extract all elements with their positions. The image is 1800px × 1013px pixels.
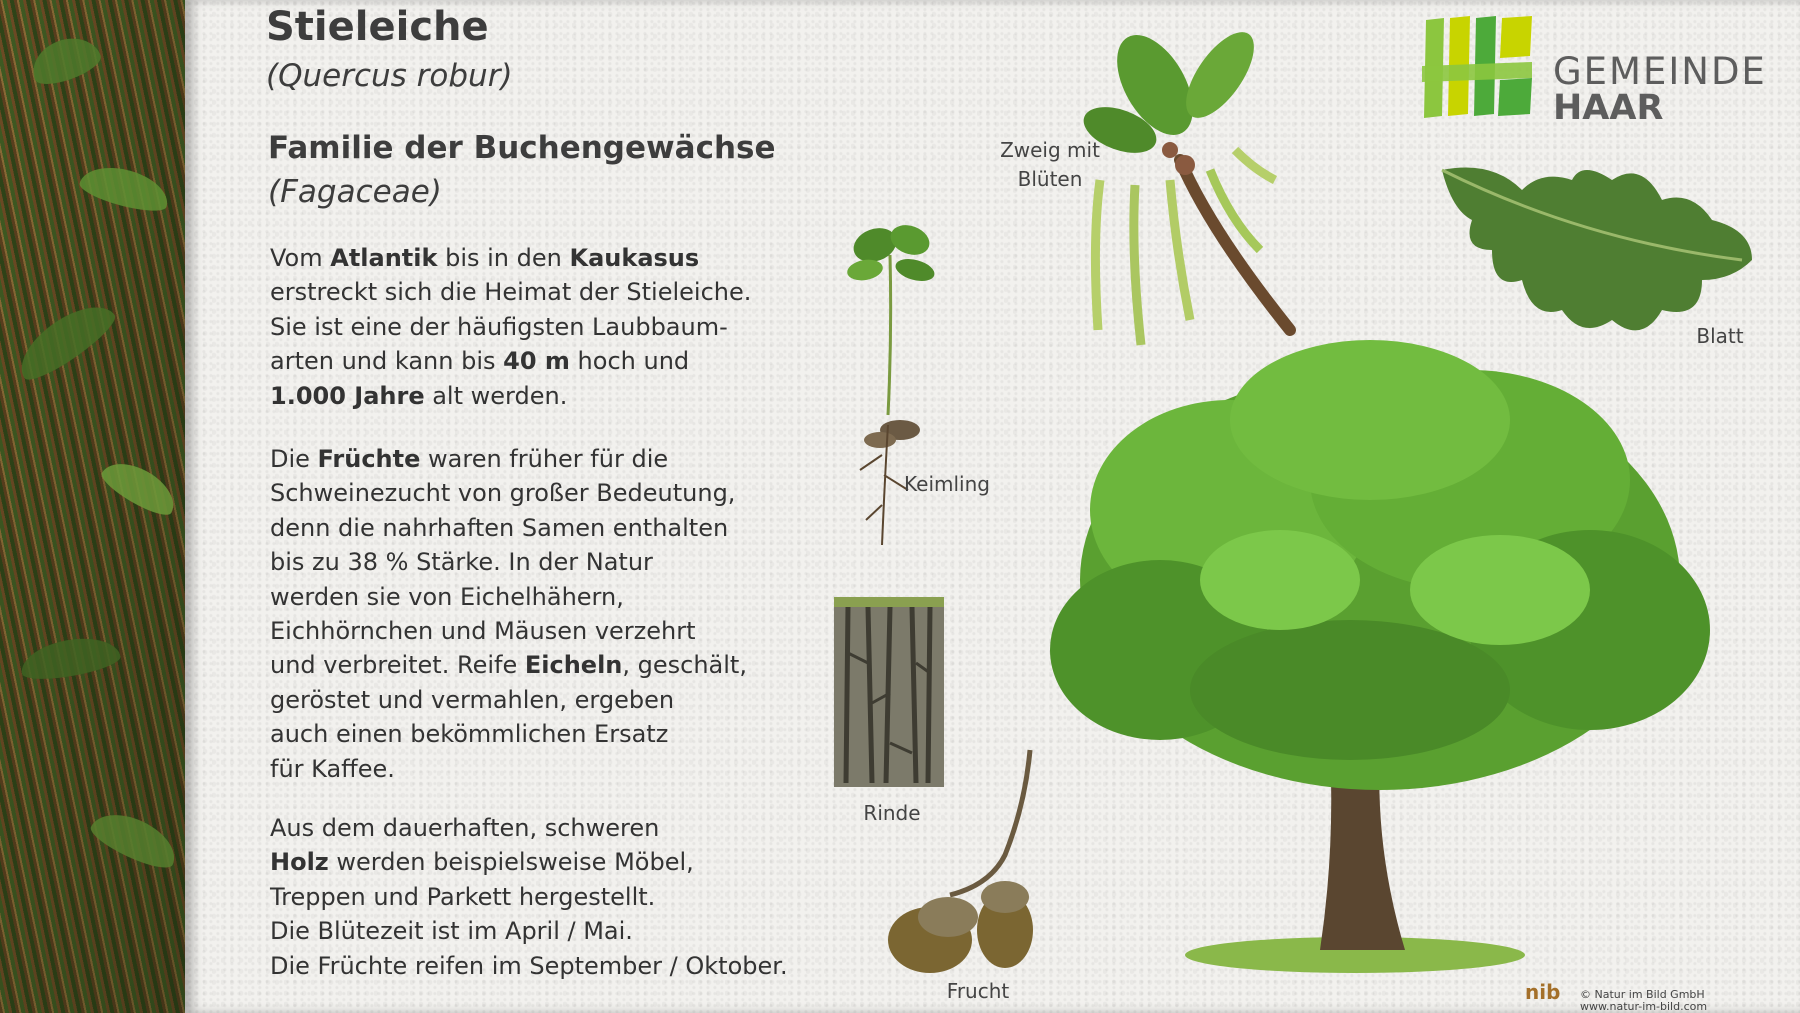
text-run: Die	[270, 445, 318, 473]
text-line	[270, 241, 850, 275]
text-run: und verbreitet. Reife	[270, 651, 525, 680]
foliage-leaf	[8, 292, 121, 388]
text-run: Treppen und Parkett hergestellt.	[270, 882, 656, 911]
sign-title: Stieleiche	[266, 4, 489, 50]
text-line	[270, 379, 850, 413]
foliage-leaf	[86, 803, 184, 875]
credit-line2: www.natur-im-bild.com	[1580, 1000, 1708, 1013]
bold-text: Holz	[270, 848, 329, 877]
label-fruit: Frucht	[946, 979, 1010, 1003]
text-line	[270, 752, 850, 786]
paragraph-distribution	[270, 241, 850, 413]
label-leaf: Blatt	[1696, 324, 1744, 348]
bold-text: Eicheln	[524, 651, 623, 680]
text-line	[270, 811, 850, 845]
text-run: für Kaffee.	[270, 754, 395, 783]
text-run: Die Blütezeit ist im April / Mai.	[270, 917, 633, 946]
family-heading: Familie der Buchengewächse	[268, 130, 776, 166]
text-line	[270, 545, 850, 579]
text-run: arten und kann bis	[270, 347, 504, 376]
text-run: Vom	[270, 244, 331, 272]
label-branch: Zweig mit Blüten	[1000, 138, 1100, 191]
text-line	[270, 683, 850, 717]
text-line	[270, 845, 850, 879]
text-run: auch einen bekömmlichen Ersatz	[270, 720, 669, 749]
gemeinde-haar-logo-icon	[1422, 16, 1535, 120]
text-run: bis in den	[437, 244, 570, 272]
acorn-illustration	[880, 745, 1060, 975]
bold-text: Atlantik	[330, 244, 438, 272]
label-bark: Rinde	[863, 801, 921, 825]
foliage-leaf	[18, 632, 123, 685]
text-run: Schweinezucht von großer Bedeutung,	[270, 479, 736, 508]
bold-text: 1.000 Jahre	[270, 381, 425, 410]
copyright-credit	[1580, 989, 1707, 1013]
vegetation-background	[0, 0, 205, 1013]
bold-text: Früchte	[317, 445, 421, 473]
text-run: waren früher für die	[420, 445, 669, 473]
text-line	[270, 344, 850, 378]
text-line	[270, 648, 850, 682]
bold-text: Kaukasus	[569, 244, 700, 272]
text-run: Aus dem dauerhaften, schweren	[270, 814, 660, 842]
text-line	[270, 275, 850, 309]
leaf-illustration	[1432, 150, 1762, 350]
text-run: Eichhörnchen und Mäusen verzehrt	[270, 617, 696, 646]
text-run: erstreckt sich die Heimat der Stieleiche.	[270, 278, 752, 307]
text-line	[270, 880, 850, 914]
text-line	[270, 717, 850, 751]
text-line	[270, 949, 850, 983]
text-line	[270, 614, 850, 648]
family-latin-name: (Fagaceae)	[268, 174, 442, 210]
text-run: , geschält,	[622, 651, 747, 680]
text-run: werden sie von Eichelhähern,	[270, 582, 624, 611]
text-line	[270, 442, 850, 476]
text-line	[270, 511, 850, 545]
text-run: denn die nahrhaften Samen enthalten	[270, 513, 729, 542]
text-run: werden beispielsweise Möbel,	[328, 848, 694, 877]
paragraph-wood	[270, 811, 850, 983]
paragraph-fruits	[270, 442, 850, 786]
latin-name: (Quercus robur)	[266, 58, 513, 94]
logo-text-gemeinde: GEMEINDE	[1553, 50, 1767, 93]
seedling-illustration	[830, 215, 960, 555]
logo-text-haar: HAAR	[1553, 88, 1664, 128]
nib-logo-icon: nib	[1525, 980, 1561, 1004]
text-run: Sie ist eine der häufigsten Laubbaum-	[270, 312, 728, 341]
text-run: Die Früchte reifen im September / Oktober.	[270, 951, 788, 980]
oak-tree-illustration	[1050, 330, 1730, 980]
text-run: hoch und	[569, 347, 690, 376]
credit-line1: © Natur im Bild GmbH	[1580, 988, 1705, 1001]
foliage-leaf	[77, 159, 173, 217]
foliage-leaf	[25, 29, 104, 91]
text-line	[270, 580, 850, 614]
text-line	[270, 914, 850, 948]
foliage-leaf	[97, 452, 183, 521]
text-run: geröstet und vermahlen, ergeben	[270, 685, 675, 714]
text-line	[270, 476, 850, 510]
text-run: bis zu 38 % Stärke. In der Natur	[270, 548, 653, 577]
bold-text: 40 m	[503, 347, 570, 376]
label-seedling: Keimling	[904, 472, 990, 496]
branch-illustration	[1060, 30, 1320, 370]
text-run: alt werden.	[424, 381, 568, 410]
text-line	[270, 310, 850, 344]
